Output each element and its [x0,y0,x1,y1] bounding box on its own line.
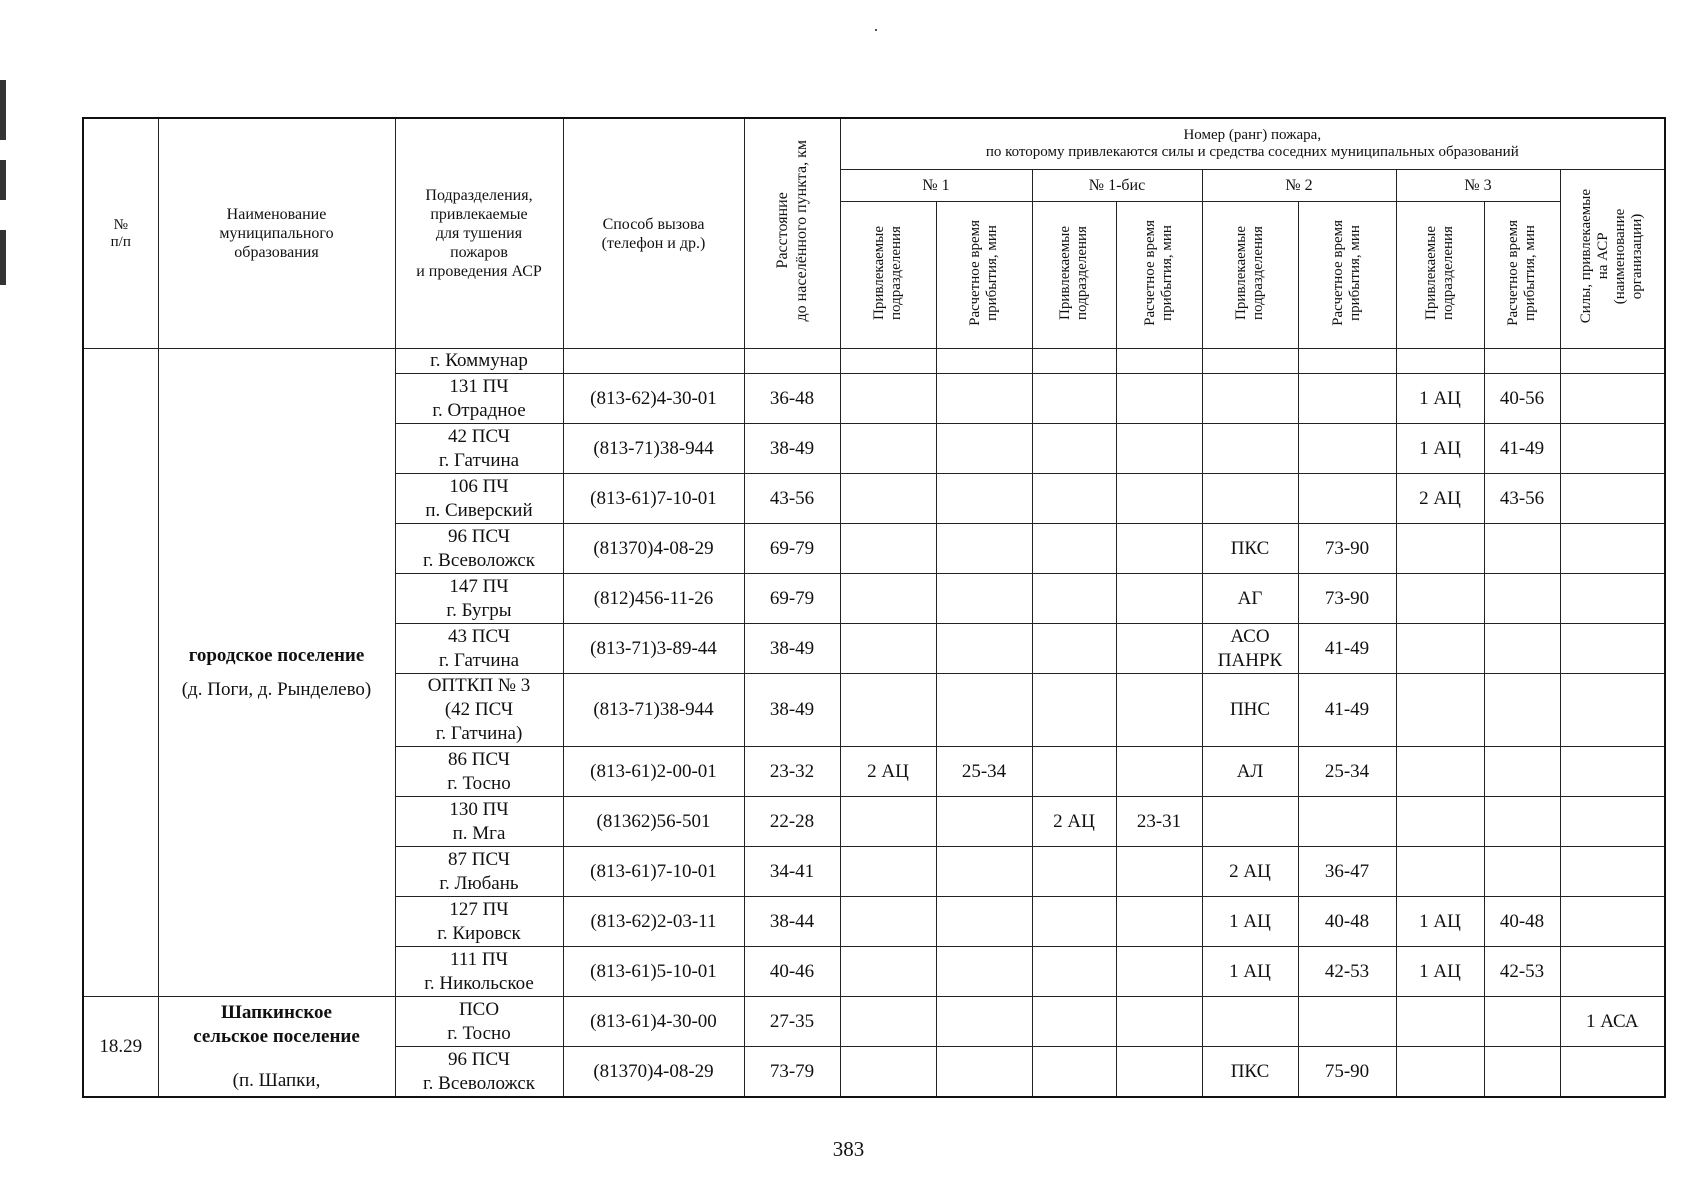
rank2-units-cell [1202,424,1298,474]
asr-cell [1560,349,1665,374]
rank2-units-cell: ПКС [1202,524,1298,574]
unit-cell: 42 ПСЧ г. Гатчина [395,424,563,474]
asr-cell [1560,474,1665,524]
header-rank-2: № 2 [1202,170,1396,202]
distance-cell: 23-32 [744,747,840,797]
distance-cell: 27-35 [744,997,840,1047]
rank1-units-cell [840,897,936,947]
rank1bis-units-cell [1032,1047,1116,1098]
rank1-time-cell [936,947,1032,997]
rank1bis-time-cell [1116,897,1202,947]
phone-cell: (813-61)5-10-01 [563,947,744,997]
rank3-units-cell [1396,747,1484,797]
rank2-units-cell [1202,997,1298,1047]
distance-cell: 73-79 [744,1047,840,1098]
rank3-time-cell [1484,1047,1560,1098]
header-rank3-time: Расчетное время прибытия, мин [1484,202,1560,349]
rank2-time-cell: 41-49 [1298,674,1396,747]
distance-cell: 38-49 [744,424,840,474]
distance-cell: 38-49 [744,624,840,674]
phone-cell: (813-61)4-30-00 [563,997,744,1047]
scan-edge-marks [0,80,8,290]
rank2-units-cell: АЛ [1202,747,1298,797]
rank2-time-cell [1298,474,1396,524]
rank1bis-units-cell [1032,897,1116,947]
rank1bis-units-cell [1032,674,1116,747]
rank1-time-cell [936,1047,1032,1098]
rank1bis-time-cell [1116,524,1202,574]
header-rank1bis-units: Привлекаемые подразделения [1032,202,1116,349]
phone-cell: (813-61)7-10-01 [563,847,744,897]
rank2-units-cell: 1 АЦ [1202,947,1298,997]
distance-cell: 22-28 [744,797,840,847]
rank3-time-cell: 41-49 [1484,424,1560,474]
header-rank3-units: Привлекаемые подразделения [1396,202,1484,349]
asr-cell [1560,624,1665,674]
distance-cell: 40-46 [744,947,840,997]
rank2-time-cell [1298,997,1396,1047]
header-rank-1bis: № 1-бис [1032,170,1202,202]
unit-cell: 96 ПСЧ г. Всеволожск [395,1047,563,1098]
rank2-time-cell [1298,424,1396,474]
rank3-time-cell: 42-53 [1484,947,1560,997]
rank1bis-units-cell [1032,424,1116,474]
rank1bis-units-cell [1032,947,1116,997]
rank2-time-cell: 73-90 [1298,574,1396,624]
rank1-time-cell [936,624,1032,674]
phone-cell: (813-71)38-944 [563,674,744,747]
asr-cell [1560,1047,1665,1098]
header-rank2-units: Привлекаемые подразделения [1202,202,1298,349]
rank1-units-cell [840,997,936,1047]
rank3-units-cell: 1 АЦ [1396,947,1484,997]
distance-cell: 38-49 [744,674,840,747]
rank2-units-cell: 1 АЦ [1202,897,1298,947]
rank1-time-cell [936,574,1032,624]
phone-cell: (81370)4-08-29 [563,524,744,574]
distance-cell: 69-79 [744,524,840,574]
scan-speck [875,29,877,31]
phone-cell: (813-62)2-03-11 [563,897,744,947]
rank2-time-cell: 75-90 [1298,1047,1396,1098]
header-rank-1: № 1 [840,170,1032,202]
rank1-units-cell [840,1047,936,1098]
rank3-units-cell [1396,624,1484,674]
page-number: 383 [832,1137,865,1161]
rank3-time-cell [1484,797,1560,847]
rank3-units-cell [1396,574,1484,624]
rank1bis-time-cell [1116,847,1202,897]
phone-cell [563,349,744,374]
asr-cell [1560,897,1665,947]
rank1-units-cell [840,674,936,747]
rank2-time-cell [1298,797,1396,847]
rank1-units-cell [840,624,936,674]
header-asr-forces: Силы, привлекаемые на АСР (наименование организации) [1560,170,1665,349]
rank1-units-cell [840,424,936,474]
header-units: Подразделения, привлекаемые для тушения пожаров и проведения АСР [395,118,563,349]
rank1-time-cell [936,797,1032,847]
rank2-units-cell: 2 АЦ [1202,847,1298,897]
asr-cell [1560,424,1665,474]
municipality-name: городское поселение (д. Поги, д. Рынделево) [158,349,395,997]
distance-cell: 34-41 [744,847,840,897]
phone-cell: (813-61)7-10-01 [563,474,744,524]
rank2-time-cell [1298,349,1396,374]
asr-cell [1560,524,1665,574]
rank2-time-cell: 40-48 [1298,897,1396,947]
rank2-units-cell [1202,349,1298,374]
row-number: 18.29 [83,997,158,1098]
phone-cell: (812)456-11-26 [563,574,744,624]
rank3-time-cell [1484,574,1560,624]
unit-cell: 96 ПСЧ г. Всеволожск [395,524,563,574]
asr-cell [1560,574,1665,624]
rank1-time-cell [936,474,1032,524]
header-num: № п/п [83,118,158,349]
rank1bis-time-cell [1116,474,1202,524]
rank1-units-cell [840,574,936,624]
rank3-units-cell [1396,524,1484,574]
unit-cell: г. Коммунар [395,349,563,374]
rank1-time-cell [936,374,1032,424]
rank2-units-cell: ПНС [1202,674,1298,747]
rank1-units-cell [840,797,936,847]
asr-cell [1560,374,1665,424]
rank2-units-cell [1202,374,1298,424]
rank3-units-cell [1396,997,1484,1047]
rank3-units-cell: 1 АЦ [1396,897,1484,947]
rank1bis-time-cell [1116,674,1202,747]
table-row [83,349,1665,374]
rank3-time-cell: 40-48 [1484,897,1560,947]
rank1-units-cell [840,474,936,524]
rank1-units-cell [840,524,936,574]
rank2-units-cell [1202,797,1298,847]
rank3-time-cell [1484,674,1560,747]
rank3-time-cell [1484,747,1560,797]
rank3-time-cell [1484,524,1560,574]
rank2-time-cell: 41-49 [1298,624,1396,674]
header-rank1-time: Расчетное время прибытия, мин [936,202,1032,349]
rank1bis-time-cell [1116,624,1202,674]
rank1-time-cell [936,897,1032,947]
rank3-time-cell [1484,847,1560,897]
rank3-units-cell [1396,674,1484,747]
rank1bis-time-cell [1116,947,1202,997]
rank1bis-time-cell [1116,747,1202,797]
distance-cell [744,349,840,374]
rank2-time-cell [1298,374,1396,424]
asr-cell [1560,797,1665,847]
rank1-units-cell [840,847,936,897]
asr-cell [1560,747,1665,797]
rank3-units-cell: 1 АЦ [1396,424,1484,474]
rank1-time-cell [936,524,1032,574]
rank3-units-cell [1396,797,1484,847]
phone-cell: (81362)56-501 [563,797,744,847]
rank3-time-cell [1484,997,1560,1047]
rank1bis-time-cell [1116,349,1202,374]
rank1-time-cell: 25-34 [936,747,1032,797]
rank2-time-cell: 42-53 [1298,947,1396,997]
header-call-method: Способ вызова (телефон и др.) [563,118,744,349]
distance-cell: 43-56 [744,474,840,524]
rank1bis-time-cell [1116,997,1202,1047]
table-row [83,997,1665,1047]
header-rank2-time: Расчетное время прибытия, мин [1298,202,1396,349]
rank2-time-cell: 36-47 [1298,847,1396,897]
rank1-units-cell: 2 АЦ [840,747,936,797]
rank1bis-units-cell [1032,747,1116,797]
header-municipality: Наименование муниципального образования [158,118,395,349]
rank1-units-cell [840,349,936,374]
rank1bis-units-cell [1032,847,1116,897]
municipality-name: Шапкинское сельское поселение (п. Шапки, [158,997,395,1098]
unit-cell: 86 ПСЧ г. Тосно [395,747,563,797]
unit-cell: 106 ПЧ п. Сиверский [395,474,563,524]
rank1-units-cell [840,947,936,997]
distance-cell: 69-79 [744,574,840,624]
rank1bis-time-cell [1116,1047,1202,1098]
rank3-units-cell: 1 АЦ [1396,374,1484,424]
unit-cell: 131 ПЧ г. Отрадное [395,374,563,424]
asr-cell [1560,674,1665,747]
rank2-units-cell: ПКС [1202,1047,1298,1098]
header-distance: Расстояние до населённого пункта, км [744,118,840,349]
phone-cell: (813-71)38-944 [563,424,744,474]
header-rank-title: Номер (ранг) пожара, по которому привлекаются силы и средства соседних муниципальных образований [840,118,1665,170]
rank1bis-units-cell [1032,524,1116,574]
rank1bis-time-cell [1116,374,1202,424]
unit-cell: ПСО г. Тосно [395,997,563,1047]
rank3-units-cell: 2 АЦ [1396,474,1484,524]
rank2-units-cell: АСО ПАНРК [1202,624,1298,674]
unit-cell: ОПТКП № 3 (42 ПСЧ г. Гатчина) [395,674,563,747]
rank1-time-cell [936,424,1032,474]
rank1-time-cell [936,847,1032,897]
unit-cell: 147 ПЧ г. Бугры [395,574,563,624]
rank3-time-cell: 43-56 [1484,474,1560,524]
fire-forces-table [82,117,1666,1098]
rank1bis-units-cell [1032,624,1116,674]
asr-cell [1560,947,1665,997]
rank3-time-cell: 40-56 [1484,374,1560,424]
rank1bis-time-cell: 23-31 [1116,797,1202,847]
rank3-units-cell [1396,1047,1484,1098]
rank1bis-time-cell [1116,424,1202,474]
phone-cell: (81370)4-08-29 [563,1047,744,1098]
phone-cell: (813-61)2-00-01 [563,747,744,797]
rank2-time-cell: 25-34 [1298,747,1396,797]
rank1-time-cell [936,674,1032,747]
asr-cell [1560,847,1665,897]
rank1-time-cell [936,349,1032,374]
rank3-units-cell [1396,847,1484,897]
rank1bis-units-cell: 2 АЦ [1032,797,1116,847]
asr-cell: 1 АСА [1560,997,1665,1047]
rank2-units-cell [1202,474,1298,524]
rank1bis-units-cell [1032,997,1116,1047]
unit-cell: 130 ПЧ п. Мга [395,797,563,847]
rank1bis-units-cell [1032,574,1116,624]
unit-cell: 43 ПСЧ г. Гатчина [395,624,563,674]
rank1-units-cell [840,374,936,424]
row-number [83,349,158,997]
rank2-time-cell: 73-90 [1298,524,1396,574]
rank3-time-cell [1484,349,1560,374]
rank3-units-cell [1396,349,1484,374]
header-rank-3: № 3 [1396,170,1560,202]
rank1bis-units-cell [1032,374,1116,424]
header-rank1-units: Привлекаемые подразделения [840,202,936,349]
phone-cell: (813-71)3-89-44 [563,624,744,674]
unit-cell: 87 ПСЧ г. Любань [395,847,563,897]
distance-cell: 38-44 [744,897,840,947]
rank3-time-cell [1484,624,1560,674]
phone-cell: (813-62)4-30-01 [563,374,744,424]
distance-cell: 36-48 [744,374,840,424]
rank1bis-units-cell [1032,474,1116,524]
rank1bis-units-cell [1032,349,1116,374]
unit-cell: 111 ПЧ г. Никольское [395,947,563,997]
header-rank1bis-time: Расчетное время прибытия, мин [1116,202,1202,349]
rank1bis-time-cell [1116,574,1202,624]
unit-cell: 127 ПЧ г. Кировск [395,897,563,947]
rank2-units-cell: АГ [1202,574,1298,624]
rank1-time-cell [936,997,1032,1047]
